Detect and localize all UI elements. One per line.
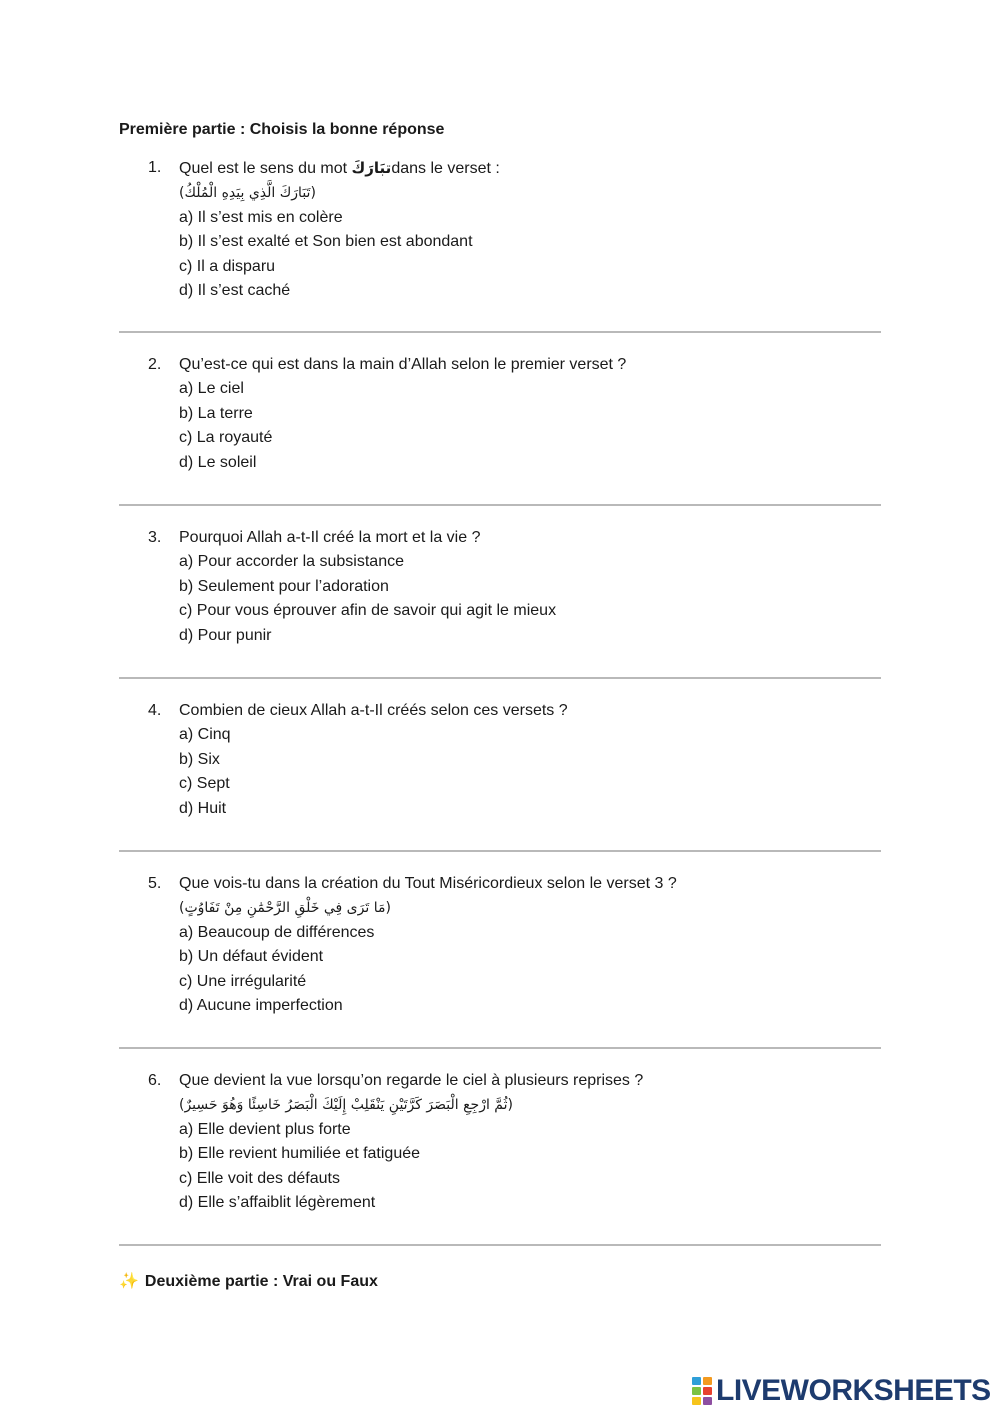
question-prompt: Pourquoi Allah a-t-Il créé la mort et la vie ?	[179, 529, 481, 546]
option-b: b) Elle revient humiliée et fatiguée	[179, 1145, 421, 1163]
question-number: 5.	[148, 875, 162, 892]
separator-line	[119, 850, 881, 852]
option-c: c) Il a disparu	[179, 257, 276, 275]
separator-line	[119, 331, 881, 333]
separator-line	[119, 504, 881, 506]
question-5	[148, 872, 888, 1018]
option-d: d) Huit	[179, 799, 227, 817]
option-a: a) Beaucoup de différences	[179, 923, 375, 941]
option-d: d) Aucune imperfection	[179, 997, 343, 1015]
question-prompt	[179, 156, 888, 181]
logo-square	[703, 1387, 712, 1395]
prompt-after: dans le verset :	[391, 160, 500, 177]
part2-title	[119, 1271, 378, 1291]
question-number: 1.	[148, 159, 162, 176]
option-a: a) Il s’est mis en colère	[179, 208, 343, 226]
logo-square	[703, 1377, 712, 1385]
question-prompt: Que devient la vue lorsqu’on regarde le ciel à plusieurs reprises ?	[179, 1072, 644, 1089]
sparkles-icon: ✨	[119, 1273, 139, 1290]
prompt-before: Quel est le sens du mot	[179, 160, 352, 177]
separator-line	[119, 1244, 881, 1246]
separator-line	[119, 1047, 881, 1049]
arabic-verse: (ثُمَّ ارْجِعِ الْبَصَرَ كَرَّتَيْنِ يَنْقَلِبْ إِلَيْكَ الْبَصَرُ خَاسِئًا وَهُوَ حَسِيرٌ)	[179, 1097, 513, 1114]
question-prompt: Qu’est-ce qui est dans la main d’Allah selon le premier verset ?	[179, 356, 627, 373]
part1-title: Première partie : Choisis la bonne réponse	[119, 121, 445, 138]
option-a: a) Elle devient plus forte	[179, 1120, 351, 1138]
liveworksheets-logo	[692, 1373, 991, 1409]
option-d: d) Pour punir	[179, 626, 272, 644]
question-prompt: Combien de cieux Allah a-t-Il créés selon ces versets ?	[179, 702, 568, 719]
option-d: d) Le soleil	[179, 453, 257, 471]
option-c: c) Pour vous éprouver afin de savoir qui agit le mieux	[179, 602, 557, 620]
option-c: c) Une irrégularité	[179, 972, 307, 990]
option-c: c) La royauté	[179, 429, 273, 447]
option-d: d) Il s’est caché	[179, 282, 291, 300]
question-number: 3.	[148, 529, 162, 546]
question-number: 4.	[148, 702, 162, 719]
option-d: d) Elle s’affaiblit légèrement	[179, 1194, 376, 1212]
separator-line	[119, 677, 881, 679]
option-b: b) Six	[179, 750, 220, 768]
part2-title-text: Deuxième partie : Vrai ou Faux	[144, 1273, 378, 1290]
question-number: 2.	[148, 356, 162, 373]
option-a: a) Cinq	[179, 726, 231, 744]
logo-text: LIVEWORKSHEETS	[716, 1374, 991, 1407]
question-6	[148, 1069, 888, 1215]
logo-square	[692, 1387, 701, 1395]
logo-mark-icon	[692, 1377, 712, 1405]
logo-square	[692, 1397, 701, 1405]
option-a: a) Pour accorder la subsistance	[179, 553, 404, 571]
question-prompt: Que vois-tu dans la création du Tout Miséricordieux selon le verset 3 ?	[179, 875, 677, 892]
question-4	[148, 699, 888, 821]
question-2	[148, 353, 888, 475]
option-b: b) Un défaut évident	[179, 948, 324, 966]
arabic-verse: (تَبَارَكَ الَّذِي بِيَدِهِ الْمُلْكُ)	[179, 185, 316, 202]
option-a: a) Le ciel	[179, 380, 244, 398]
arabic-verse: (مَا تَرَى فِي خَلْقِ الرَّحْمَٰنِ مِنْ تَفَاوُتٍ)	[179, 900, 391, 917]
question-3	[148, 526, 888, 648]
option-c: c) Elle voit des défauts	[179, 1169, 340, 1187]
option-c: c) Sept	[179, 775, 230, 793]
option-b: b) La terre	[179, 404, 253, 422]
question-1	[148, 156, 888, 303]
logo-square	[692, 1377, 701, 1385]
logo-square	[703, 1397, 712, 1405]
question-number: 6.	[148, 1072, 162, 1089]
prompt-arabic-word: تبَارَكَ	[351, 159, 392, 177]
option-b: b) Seulement pour l’adoration	[179, 577, 389, 595]
option-b: b) Il s’est exalté et Son bien est abondant	[179, 233, 473, 251]
